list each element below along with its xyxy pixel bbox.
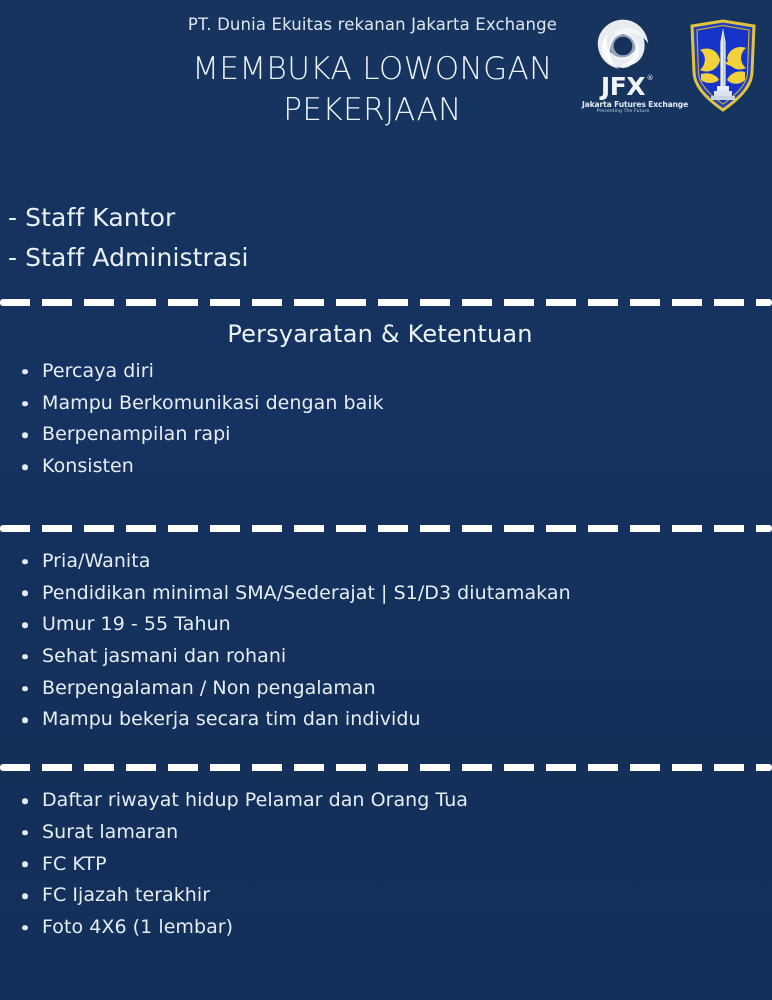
qualifications-list (8, 546, 772, 736)
list-item (8, 817, 772, 849)
positions-list (0, 150, 772, 277)
dashed-line (0, 299, 772, 306)
list-item (8, 419, 772, 451)
jfx-tagline: Presenting The Future (596, 109, 650, 115)
list-item-label: Umur 19 - 55 Tahun (42, 613, 231, 636)
list-item-label: Berpenampilan rapi (42, 423, 231, 446)
documents-section (0, 771, 772, 958)
page-title-line-1: MEMBUKA LOWONGAN (192, 51, 553, 88)
list-item (8, 546, 772, 578)
bullet-icon (22, 830, 28, 836)
jfx-swirl-icon (593, 16, 653, 76)
bullet-icon (22, 622, 28, 628)
list-item-label: FC Ijazah terakhir (42, 884, 211, 907)
requirements-list (8, 356, 772, 483)
jfx-subtitle: Jakarta Futures Exchange (582, 100, 689, 109)
list-item (8, 578, 772, 610)
list-item-label: FC KTP (42, 852, 107, 875)
list-item-label: Berpengalaman / Non pengalaman (42, 676, 376, 699)
surabaya-emblem (686, 18, 760, 114)
list-item (8, 912, 772, 944)
jfx-wordmark-text: JFX (600, 72, 646, 101)
list-item-label: Daftar riwayat hidup Pelamar dan Orang Tua (42, 789, 468, 812)
poster-header (0, 0, 772, 150)
bullet-icon (22, 591, 28, 597)
list-item-label: Mampu bekerja secara tim dan individu (42, 708, 421, 731)
page-title (163, 49, 583, 131)
bullet-icon (22, 433, 28, 439)
list-item (8, 356, 772, 388)
company-subtitle: PT. Dunia Ekuitas rekanan Jakarta Exchange (187, 15, 558, 34)
list-item-label: Pria/Wanita (42, 549, 151, 572)
documents-list (8, 785, 772, 944)
list-item-label: Percaya diri (42, 360, 154, 382)
list-item-label: Pendidikan minimal SMA/Sederajat | S1/D3 diutamakan (42, 581, 571, 604)
bullet-icon (22, 718, 28, 724)
section-divider (0, 764, 772, 771)
bullet-icon (22, 686, 28, 692)
list-item-label: Foto 4X6 (1 lembar) (42, 916, 234, 939)
requirements-section (0, 306, 772, 503)
list-item (8, 704, 772, 736)
section-divider (0, 525, 772, 532)
list-item (8, 641, 772, 673)
list-item-label: Sehat jasmani dan rohani (42, 645, 287, 668)
section-heading: Persyaratan & Ketentuan (227, 320, 533, 348)
position-item: - Staff Administrasi (8, 242, 249, 272)
list-item (8, 673, 772, 705)
list-item (8, 785, 772, 817)
shield-emblem-icon (686, 18, 760, 114)
position-item: - Staff Kantor (8, 203, 176, 232)
list-item-label: Surat lamaran (42, 820, 179, 843)
dashed-line (0, 764, 772, 771)
jfx-wordmark (600, 72, 654, 101)
bullet-icon (22, 464, 28, 470)
dashed-line (0, 525, 772, 532)
bullet-icon (22, 654, 28, 660)
bullet-icon (22, 925, 28, 931)
registered-trademark-icon: ® (646, 74, 654, 82)
bullet-icon (22, 401, 28, 407)
bullet-icon (22, 893, 28, 899)
page-title-line-2: PEKERJAAN (283, 92, 462, 129)
bullet-icon (22, 862, 28, 868)
list-item-label: Mampu Berkomunikasi dengan baik (42, 391, 384, 414)
list-item (8, 451, 772, 483)
list-item (8, 849, 772, 881)
qualifications-section (0, 532, 772, 750)
jfx-logo (582, 16, 689, 120)
bullet-icon (22, 798, 28, 804)
list-item-label: Konsisten (42, 455, 134, 478)
list-item (8, 880, 772, 912)
list-item (8, 388, 772, 420)
list-item (8, 609, 772, 641)
bullet-icon (22, 369, 28, 375)
bullet-icon (22, 559, 28, 565)
section-divider (0, 299, 772, 306)
